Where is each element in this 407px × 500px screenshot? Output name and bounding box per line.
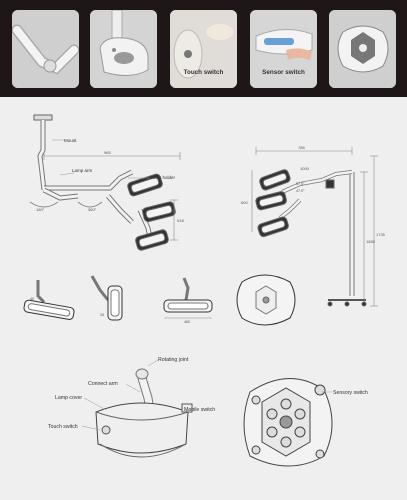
- label-mobile-switch: Mobile switch: [184, 407, 216, 413]
- label-connect-arm: Connect arm: [88, 381, 118, 387]
- dim-drop: 518: [177, 218, 184, 223]
- technical-drawing: [0, 97, 407, 500]
- floor-dim-arm: 1000: [300, 166, 309, 171]
- thumbnail-arm-joint: [12, 10, 79, 88]
- small-dim-c: 460: [184, 320, 190, 324]
- small-dim-b: 35: [100, 313, 104, 317]
- small-views: [23, 275, 295, 325]
- floor-dim-total: 1735: [376, 232, 385, 237]
- lamp-head-side-icon: [90, 10, 157, 88]
- thumbnail-caption: Sensor switch: [262, 69, 305, 76]
- touch-switch-icon: [170, 10, 237, 88]
- label-lamp-cover: Lamp cover: [55, 395, 83, 401]
- floor-dim-top: 785: [298, 145, 305, 150]
- thumbnail-touch-switch: [170, 10, 237, 88]
- label-rotating-joint: Rotating joint: [158, 357, 189, 363]
- thumbnail-sensor-switch: [250, 10, 317, 88]
- label-touch-switch: Touch switch: [48, 424, 78, 430]
- small-dim-a: 40: [30, 297, 34, 301]
- label-lamp-holder: Lamp holder: [150, 175, 176, 180]
- header-band: [0, 0, 407, 97]
- label-sensory-switch: Sensory switch: [333, 390, 368, 396]
- floor-dim-angle: 47.5°: [296, 189, 305, 193]
- thumbnail-lamp-head-side: [90, 10, 157, 88]
- floor-dim-head: 600: [241, 200, 248, 205]
- dim-angle-left: 180°: [36, 207, 45, 212]
- label-lamp-arm: Lamp arm: [72, 168, 93, 173]
- floor-dim-gap: 57.5°: [296, 182, 305, 186]
- thumbnail-lamp-head-top: [329, 10, 396, 88]
- thumbnail-caption: Touch switch: [183, 69, 224, 76]
- lamp-head-labeled: [82, 360, 194, 457]
- floor-dim-height: 1650: [366, 239, 375, 244]
- arm-joint-icon: [12, 10, 79, 88]
- sensor-switch-icon: [250, 10, 317, 88]
- dim-arm-length: 965: [104, 150, 111, 155]
- lamp-head-top-icon: [329, 10, 396, 88]
- dim-angle-right: 360°: [88, 207, 97, 212]
- lamp-head-top-view: [244, 378, 332, 466]
- label-mount: Mount: [64, 138, 77, 143]
- ceiling-mount-plate: [34, 115, 52, 120]
- ceiling-diagram: [30, 115, 180, 251]
